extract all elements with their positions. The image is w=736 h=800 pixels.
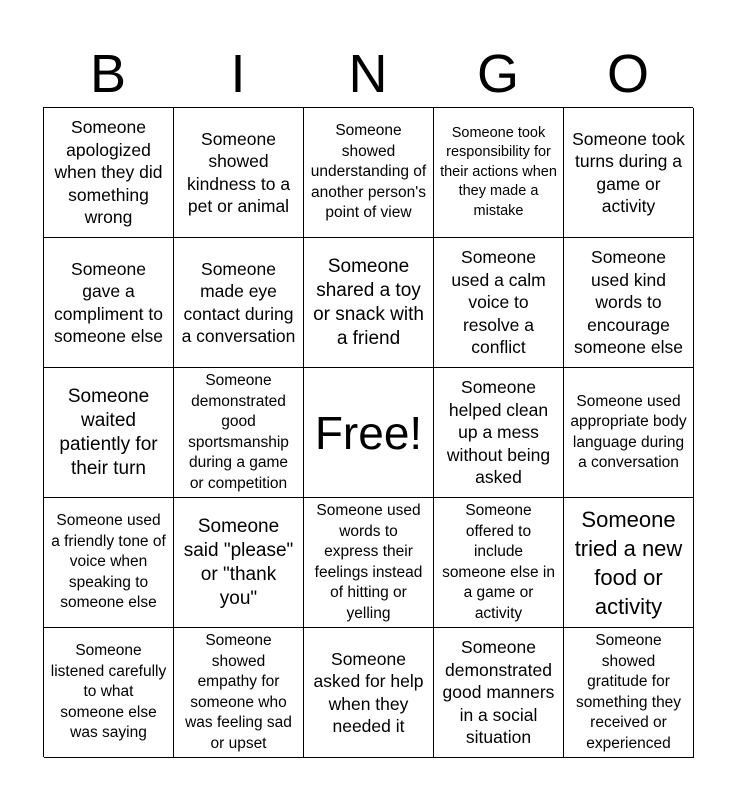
cell-text: Someone showed kindness to a pet or animal [186, 128, 291, 216]
cell-text: Someone listened carefully to what someone else was saying [50, 642, 167, 742]
bingo-cell-r4c1[interactable] [44, 498, 174, 628]
cell-text: Someone used a friendly tone of voice when speaking to someone else [51, 512, 166, 612]
bingo-cell-free[interactable] [304, 368, 434, 498]
bingo-cell-r4c4[interactable] [434, 498, 564, 628]
cell-text: Someone used words to express their feelings instead of hitting or yelling [314, 502, 423, 622]
bingo-cell-r3c5[interactable] [564, 368, 694, 498]
cell-text: Someone offered to include someone else in a game or activity [442, 502, 555, 622]
bingo-cell-r3c1[interactable] [44, 368, 174, 498]
cell-text: Someone said "please" or "thank you" [183, 515, 294, 609]
bingo-cell-r2c2[interactable] [174, 238, 304, 368]
cell-text: Someone used appropriate body language during a conversation [570, 392, 687, 471]
header-letter-i: I [230, 44, 246, 104]
header-letter-b: B [89, 44, 127, 104]
bingo-cell-r2c1[interactable] [44, 238, 174, 368]
free-space-text: Free! [314, 406, 423, 459]
bingo-cell-r2c4[interactable] [434, 238, 564, 368]
bingo-header [43, 40, 693, 108]
cell-text: Someone shared a toy or snack with a friend [313, 255, 424, 349]
bingo-cell-r4c3[interactable] [304, 498, 434, 628]
bingo-cell-r3c2[interactable] [174, 368, 304, 498]
bingo-cell-r1c3[interactable] [304, 108, 434, 238]
bingo-cell-r5c2[interactable] [174, 628, 304, 758]
bingo-cell-r1c2[interactable] [174, 108, 304, 238]
cell-text: Someone waited patiently for their turn [59, 385, 158, 479]
header-letter-n: N [348, 44, 388, 104]
bingo-cell-r5c5[interactable] [564, 628, 694, 758]
cell-text: Someone took responsibility for their actions when they made a mistake [440, 124, 557, 219]
cell-text: Someone apologized when they did something wrong [54, 117, 163, 228]
cell-text: Someone took turns during a game or activity [572, 128, 685, 216]
bingo-cell-r2c3[interactable] [304, 238, 434, 368]
bingo-cell-r5c3[interactable] [304, 628, 434, 758]
bingo-cell-r1c5[interactable] [564, 108, 694, 238]
bingo-cell-r5c4[interactable] [434, 628, 564, 758]
bingo-cell-r5c1[interactable] [44, 628, 174, 758]
bingo-cell-r4c2[interactable] [174, 498, 304, 628]
cell-text: Someone helped clean up a mess without being asked [446, 377, 551, 488]
cell-text: Someone tried a new food or activity [574, 506, 683, 619]
bingo-board [43, 107, 693, 757]
cell-text: Someone made eye contact during a conversation [181, 258, 296, 346]
cell-text: Someone demonstrated good manners in a social situation [442, 637, 555, 748]
cell-text: Someone used a calm voice to resolve a conflict [451, 247, 546, 358]
header-letter-g: G [476, 44, 519, 104]
cell-text: Someone asked for help when they needed it [313, 648, 424, 736]
bingo-cell-r1c4[interactable] [434, 108, 564, 238]
bingo-cell-r1c1[interactable] [44, 108, 174, 238]
cell-text: Someone gave a compliment to someone else [54, 258, 163, 346]
cell-text: Someone showed gratitude for something they received or experienced [575, 632, 682, 752]
cell-text: Someone showed understanding of another person's point of view [310, 122, 427, 222]
bingo-cell-r2c5[interactable] [564, 238, 694, 368]
cell-text: Someone showed empathy for someone who was feeling sad or upset [185, 632, 292, 752]
cell-text: Someone used kind words to encourage someone else [574, 247, 683, 358]
cell-text: Someone demonstrated good sportsmanship during a game or competition [188, 372, 289, 492]
header-letter-o: O [606, 44, 649, 104]
bingo-cell-r4c5[interactable] [564, 498, 694, 628]
bingo-cell-r3c4[interactable] [434, 368, 564, 498]
